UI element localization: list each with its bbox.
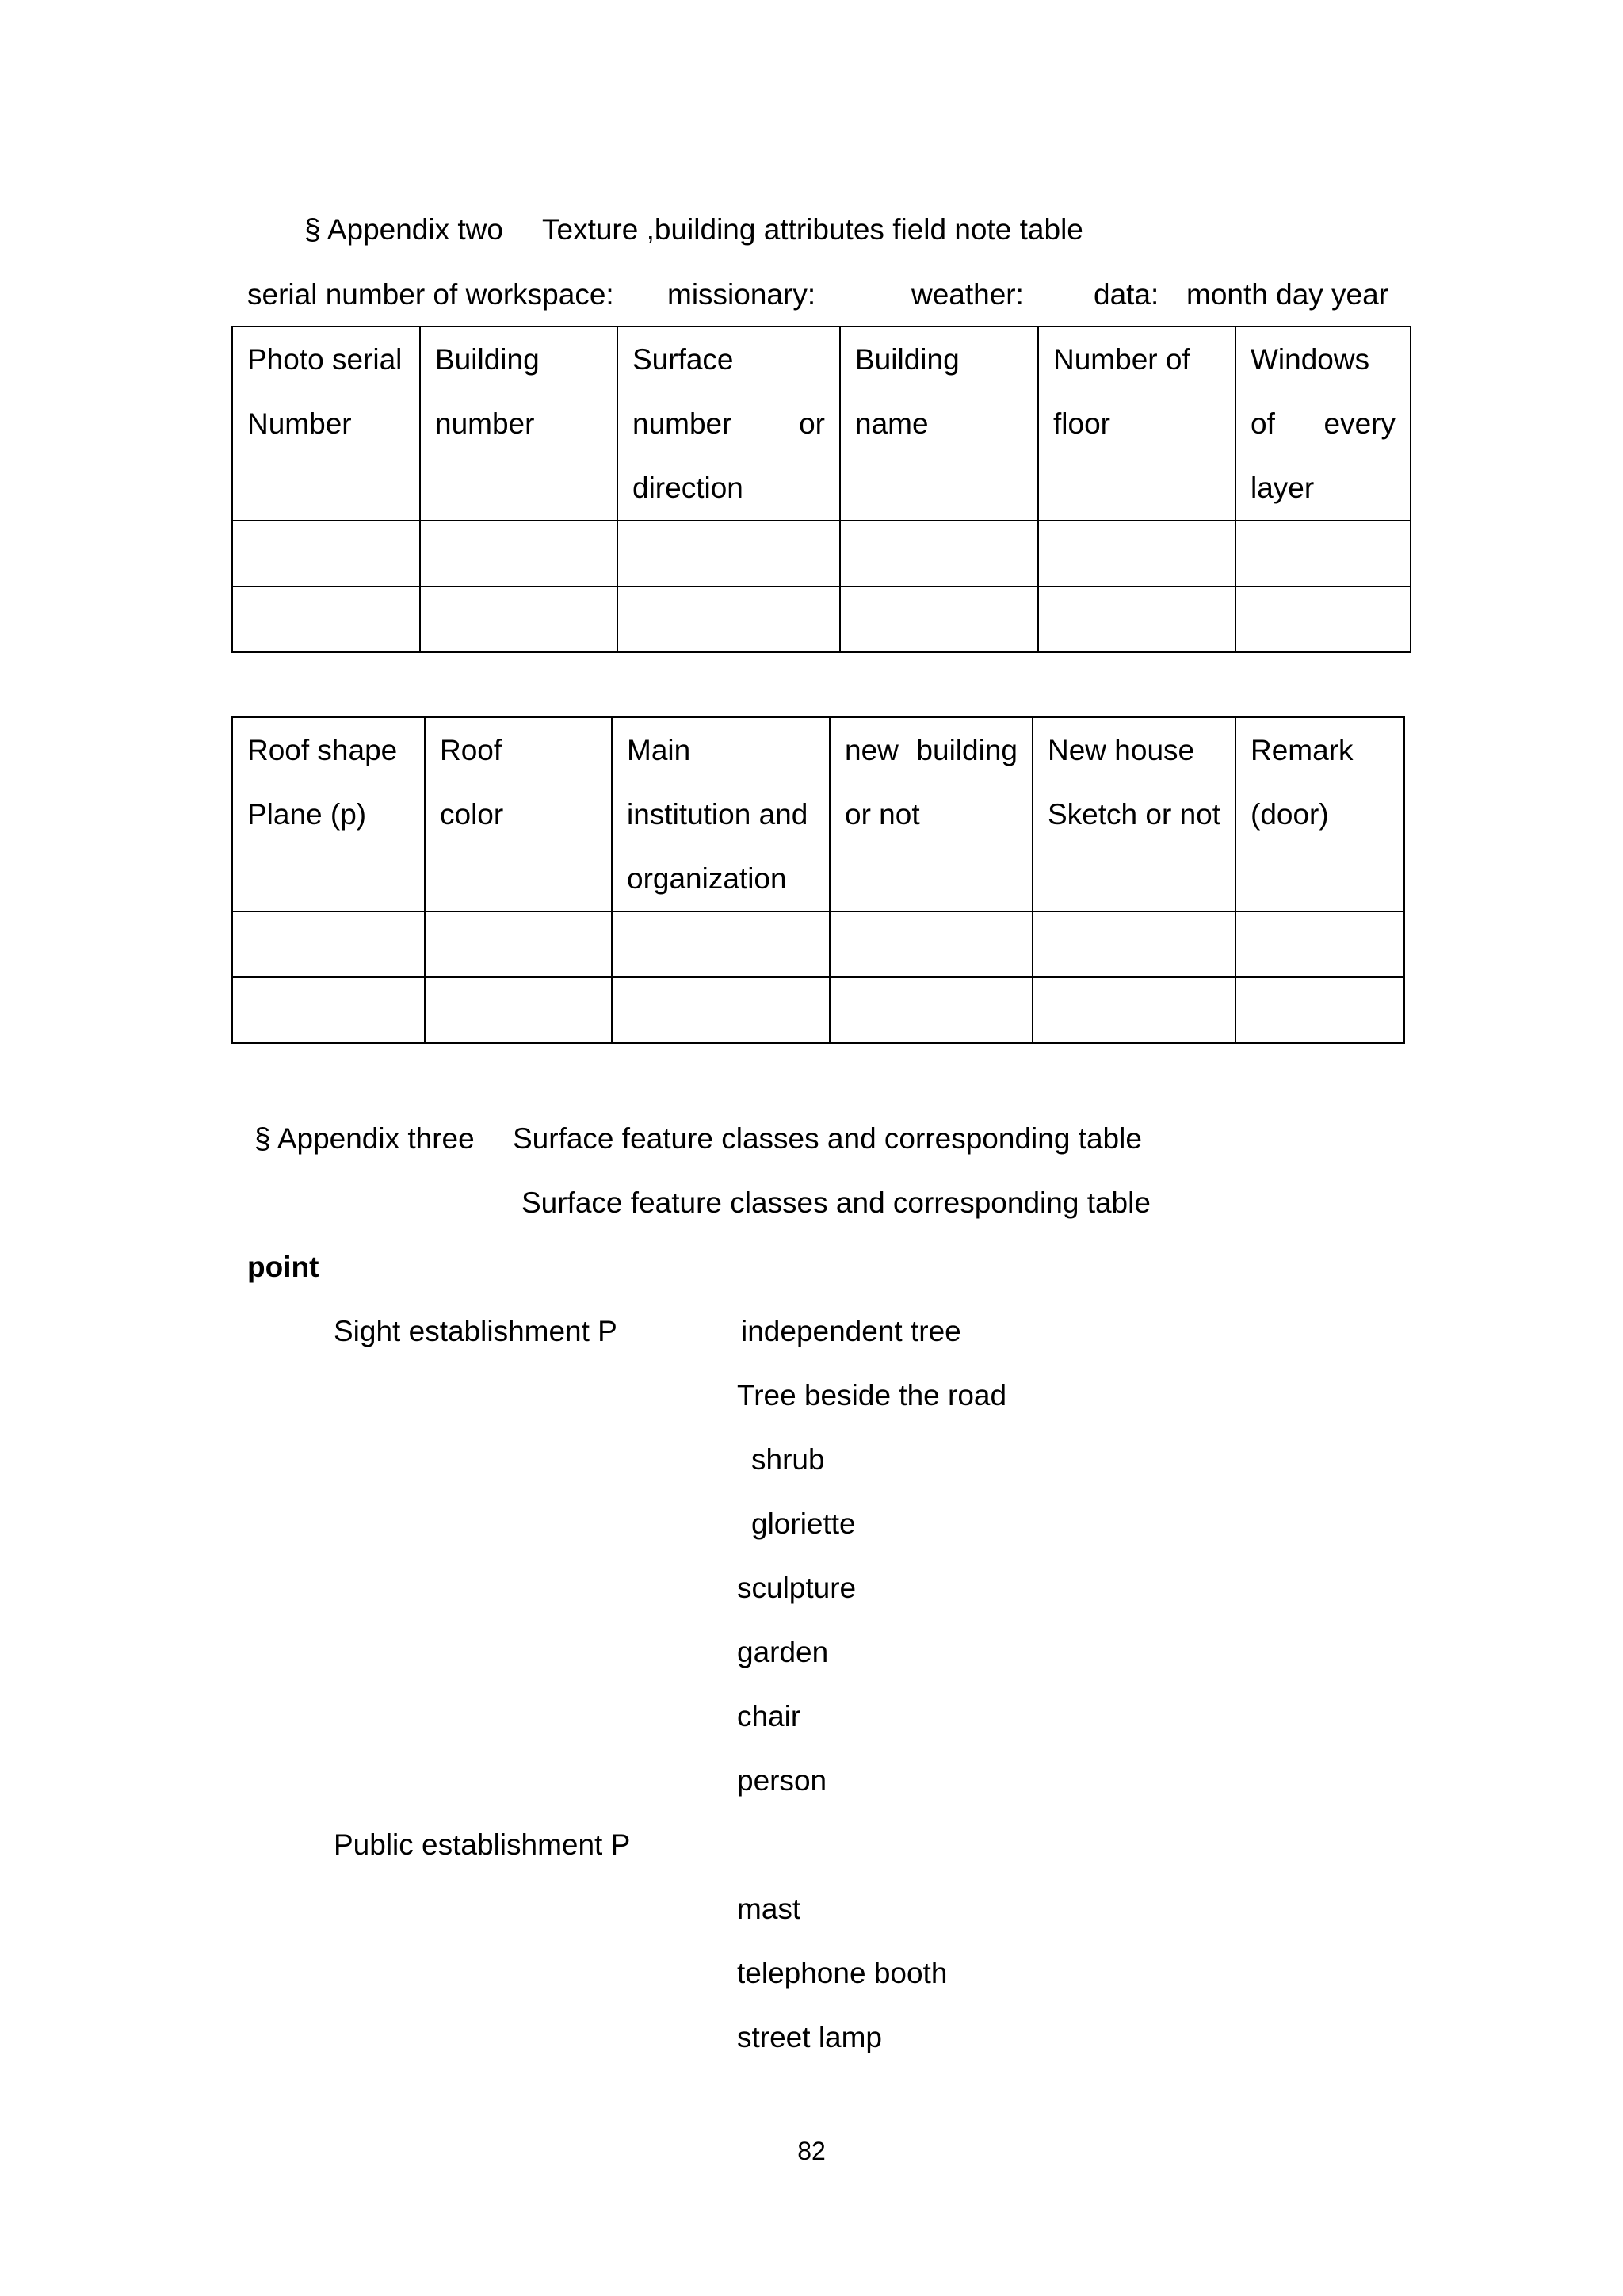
list-item: street lamp (737, 2021, 883, 2053)
section-label-point: point (247, 1251, 319, 1283)
header-cell-new-building: new building or not (830, 717, 1033, 911)
appendix-three-mark: § Appendix three (254, 1122, 475, 1155)
table-header-row (232, 327, 1411, 521)
table-cell[interactable] (425, 911, 612, 977)
table-cell[interactable] (1235, 977, 1404, 1043)
table-cell[interactable] (425, 977, 612, 1043)
list-item: gloriette (751, 1507, 856, 1540)
table-cell[interactable] (1235, 521, 1411, 586)
building-attributes-table-2 (231, 716, 1405, 1044)
table-cell[interactable] (612, 911, 830, 977)
table-cell[interactable] (420, 586, 617, 652)
list-item: sculpture (737, 1572, 857, 1604)
list-item: telephone booth (737, 1957, 948, 1989)
table-header-row (232, 717, 1404, 911)
header-cell-roof-shape: Roof shape Plane (p) (232, 717, 425, 911)
table-cell[interactable] (840, 586, 1038, 652)
header-cell-main-institution: Main institution and organization (612, 717, 830, 911)
table-cell[interactable] (1033, 911, 1235, 977)
group-name-public: Public establishment P (334, 1828, 631, 1861)
appendix-two-mark: § Appendix two (304, 213, 503, 246)
table-cell[interactable] (617, 521, 840, 586)
table-cell[interactable] (232, 586, 420, 652)
header-cell-photo-serial: Photo serial Number (232, 327, 420, 521)
list-item: independent tree (741, 1315, 961, 1347)
list-item: chair (737, 1700, 801, 1733)
header-cell-number-of-floor: Number of floor (1038, 327, 1235, 521)
table-cell[interactable] (830, 911, 1033, 977)
appendix-three-title: Surface feature classes and corresponding table (513, 1122, 1142, 1155)
table-cell[interactable] (840, 521, 1038, 586)
data-label: data: (1094, 278, 1159, 311)
table-cell[interactable] (830, 977, 1033, 1043)
appendix-three-subtitle: Surface feature classes and corresponding table (521, 1186, 1151, 1219)
list-item: garden (737, 1636, 829, 1668)
table-row (232, 586, 1411, 652)
table-cell[interactable] (232, 977, 425, 1043)
page-number: 82 (797, 2137, 826, 2165)
table-cell[interactable] (1038, 586, 1235, 652)
table-cell[interactable] (1033, 977, 1235, 1043)
list-item: person (737, 1764, 827, 1797)
header-cell-roof-color: Roof color (425, 717, 612, 911)
table-cell[interactable] (617, 586, 840, 652)
table-cell[interactable] (232, 521, 420, 586)
table-cell[interactable] (1235, 586, 1411, 652)
header-cell-surface-number: Surface number or direction (617, 327, 840, 521)
weather-label: weather: (911, 278, 1024, 311)
list-item: Tree beside the road (737, 1379, 1007, 1412)
table-cell[interactable] (1235, 911, 1404, 977)
group-name-sight: Sight establishment P (334, 1315, 617, 1347)
header-cell-remark: Remark (door) (1235, 717, 1404, 911)
building-attributes-table-1 (231, 326, 1411, 653)
header-cell-building-number: Building number (420, 327, 617, 521)
table-cell[interactable] (1038, 521, 1235, 586)
table-row (232, 911, 1404, 977)
table-cell[interactable] (420, 521, 617, 586)
table-row (232, 521, 1411, 586)
missionary-label: missionary: (667, 278, 816, 311)
table-row (232, 977, 1404, 1043)
workspace-label: serial number of workspace: (247, 278, 614, 311)
header-cell-building-name: Building name (840, 327, 1038, 521)
table-cell[interactable] (232, 911, 425, 977)
appendix-two-title: Texture ,building attributes field note table (542, 213, 1083, 246)
date-format-label: month day year (1186, 278, 1389, 311)
header-cell-windows: Windows of every layer (1235, 327, 1411, 521)
header-cell-new-house-sketch: New house Sketch or not (1033, 717, 1235, 911)
list-item: mast (737, 1893, 801, 1925)
table-cell[interactable] (612, 977, 830, 1043)
list-item: shrub (751, 1443, 825, 1476)
